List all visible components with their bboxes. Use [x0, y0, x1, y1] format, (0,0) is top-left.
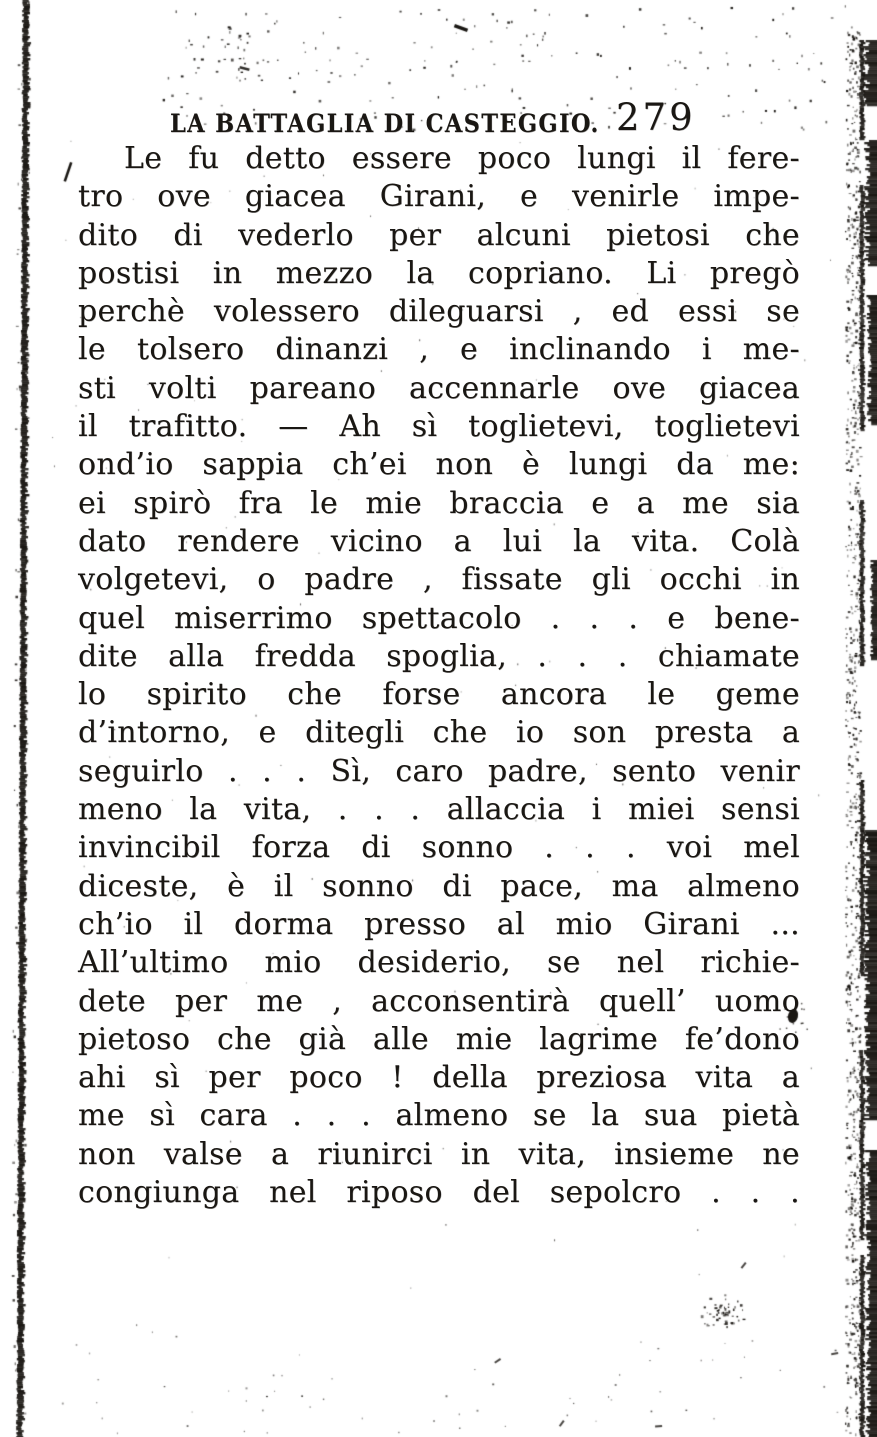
- text-line-7: sti volti pareano accennarle ove giacea: [78, 370, 800, 406]
- text-line-1: Le fu detto essere poco lungi il fere-: [124, 141, 800, 176]
- text-line-5: perchè volessero dileguarsi , ed essi se: [78, 294, 800, 330]
- running-header-title: LA BATTAGLIA DI CASTEGGIO.: [170, 109, 600, 138]
- text-line-15: lo spirito che forse ancora le geme: [78, 677, 800, 713]
- text-line-12: volgetevi, o padre , fissate gli occhi in: [78, 562, 800, 598]
- text-line-4: postisi in mezzo la copriano. Li pregò: [78, 255, 800, 291]
- text-line-2: tro ove giacea Girani, e venirle impe-: [78, 179, 800, 215]
- page-number: 279: [616, 96, 696, 139]
- text-line-27: non valse a riunirci in vita, insieme ne: [78, 1136, 800, 1172]
- text-line-13: quel miserrimo spettacolo . . . e bene-: [78, 600, 800, 636]
- text-line-23: dete per me , acconsentirà quell’ uomo: [78, 983, 800, 1019]
- text-line-8: il trafitto. — Ah sì toglietevi, toglietevi: [78, 409, 800, 445]
- text-line-21: ch’io il dorma presso al mio Girani ...: [78, 906, 800, 942]
- text-line-20: diceste, è il sonno di pace, ma almeno: [78, 868, 800, 904]
- text-line-26: me sì cara . . . almeno se la sua pietà: [78, 1098, 800, 1134]
- text-line-11: dato rendere vicino a lui la vita. Colà: [78, 523, 800, 559]
- page-text-block: [78, 140, 800, 1212]
- text-line-28: congiunga nel riposo del sepolcro . . .: [78, 1175, 800, 1211]
- text-line-17: seguirlo . . . Sì, caro padre, sento venir: [78, 753, 800, 789]
- text-line-3: dito di vederlo per alcuni pietosi che: [78, 217, 800, 253]
- text-line-9: ond’io sappia ch’ei non è lungi da me:: [78, 447, 800, 483]
- text-line-22: All’ultimo mio desiderio, se nel richie-: [78, 945, 800, 981]
- text-line-19: invincibil forza di sonno . . . voi mel: [78, 830, 800, 866]
- text-line-10: ei spirò fra le mie braccia e a me sia: [78, 485, 800, 521]
- text-line-24: pietoso che già alle mie lagrime fe’dono: [78, 1021, 800, 1057]
- text-line-18: meno la vita, . . . allaccia i miei sensi: [78, 792, 800, 828]
- text-line-25: ahi sì per poco ! della preziosa vita a: [78, 1060, 800, 1096]
- text-line-16: d’intorno, e ditegli che io son presta a: [78, 715, 800, 751]
- text-line-6: le tolsero dinanzi , e inclinando i me-: [78, 332, 800, 368]
- text-line-14: dite alla fredda spoglia, . . . chiamate: [78, 638, 800, 674]
